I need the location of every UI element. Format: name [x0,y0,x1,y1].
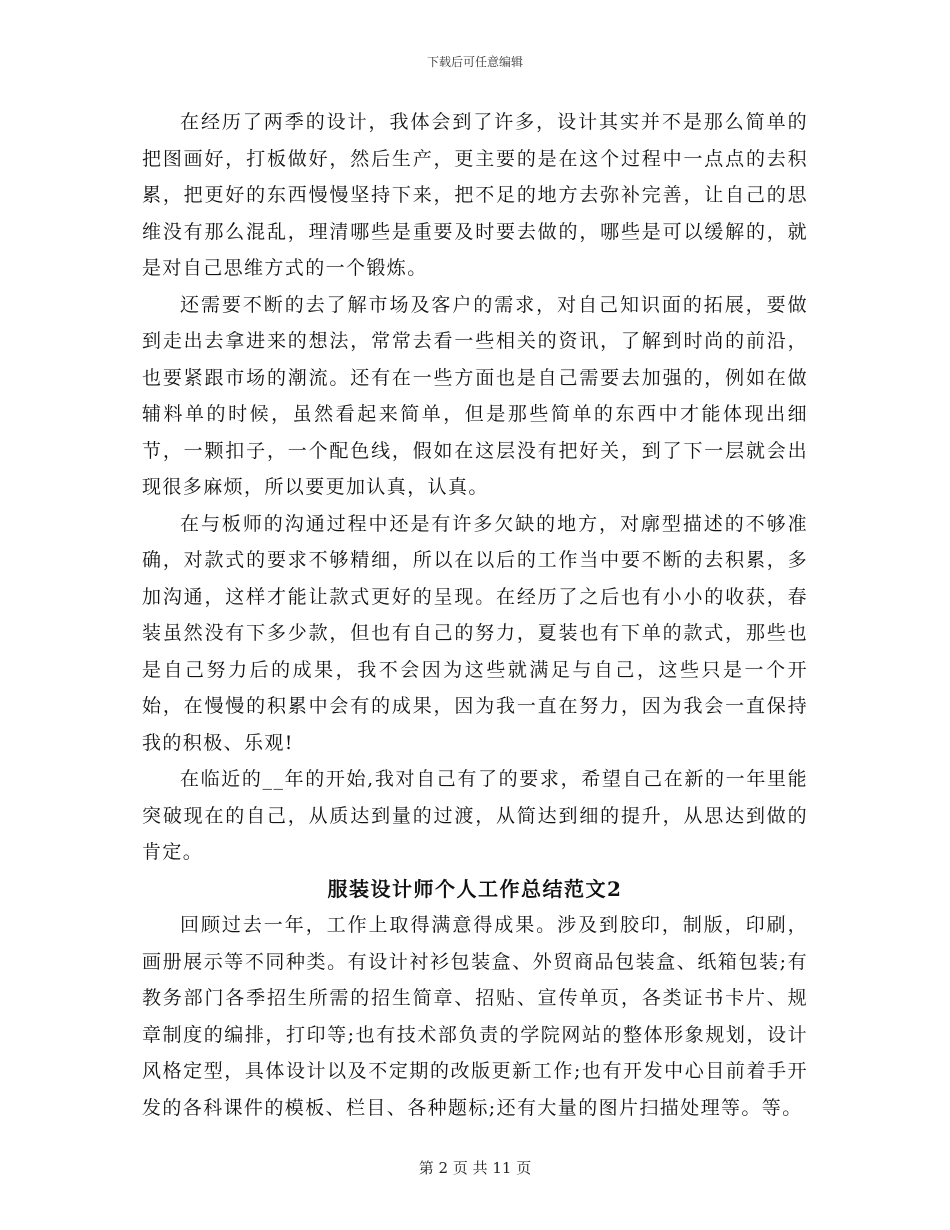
body-paragraph-2: 还需要不断的去了解市场及客户的需求，对自己知识面的拓展，要做到走出去拿进来的想法，常常去看一些相关的资讯，了解到时尚的前沿，也要紧跟市场的潮流。还有在一些方面也是自己需要去加强的，例如在做辅料单的时候，虽然看起来简单，但是那些简单的东西中才能体现出细节，一颗扣子，一个配色线，假如在这层没有把好关，到了下一层就会出现很多麻烦，所以要更加认真，认真。 [142,293,808,498]
body-paragraph-1: 在经历了两季的设计，我体会到了许多，设计其实并不是那么简单的把图画好，打板做好，然后生产，更主要的是在这个过程中一点点的去积累，把更好的东西慢慢坚持下来，把不足的地方去弥补完善，让自己的思维没有那么混乱，理清哪些是重要及时要去做的，哪些是可以缓解的，就是对自己思维方式的一个锻炼。 [142,111,808,279]
section-title: 服装设计师个人工作总结范文2 [327,876,623,901]
document-body [142,104,808,1126]
page-header-note: 下载后可任意编辑 [426,55,523,69]
body-paragraph-3: 在与板师的沟通过程中还是有许多欠缺的地方，对廓型描述的不够准确，对款式的要求不够精细，所以在以后的工作当中要不断的去积累，多加沟通，这样才能让款式更好的呈现。在经历了之后也有小小的收获，春装虽然没有下多少款，但也有自己的努力，夏装也有下单的款式，那些也是自己努力后的成果，我不会因为这些就满足与自己，这些只是一个开始，在慢慢的积累中会有的成果，因为我一直在努力，因为我会一直保持我的积极、乐观! [142,512,808,754]
body-paragraph-4: 在临近的__年的开始,我对自己有了的要求，希望自己在新的一年里能突破现在的自己，从质达到量的过渡，从简达到细的提升，从思达到做的肯定。 [142,768,808,863]
page-number-footer: 第 2 页 共 11 页 [418,1159,532,1177]
section-paragraph: 回顾过去一年，工作上取得满意得成果。涉及到胶印，制版，印刷，画册展示等不同种类。有设计衬衫包装盒、外贸商品包装盒、纸箱包装;有教务部门各季招生所需的招生简章、招贴、宣传单页，各类证书卡片、规章制度的编排，打印等;也有技术部负责的学院网站的整体形象规划，设计风格定型，具体设计以及不定期的改版更新工作;也有开发中心目前着手开发的各科课件的模板、栏目、各种题标;还有大量的图片扫描处理等。等。 [142,914,808,1119]
